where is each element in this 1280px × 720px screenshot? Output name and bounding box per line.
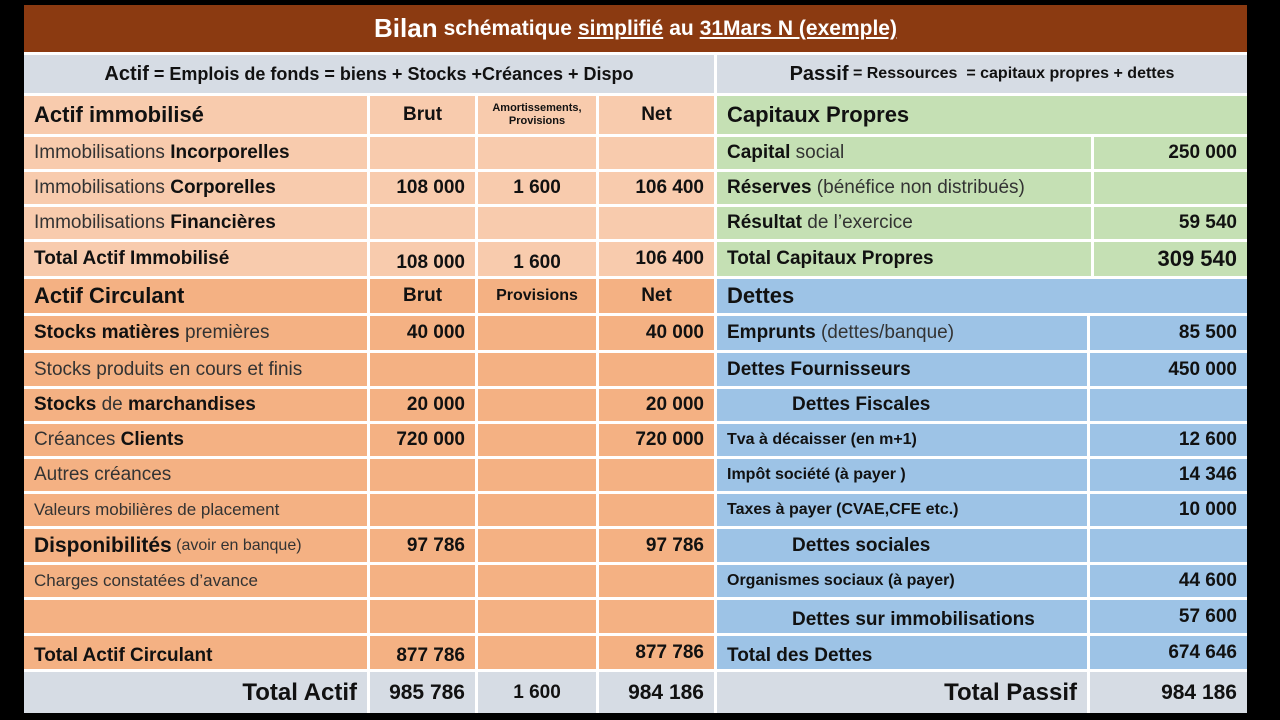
stocks-produits-net bbox=[599, 353, 714, 386]
passif-header-rest: = Ressources = capitaux propres + dettes bbox=[848, 65, 1175, 82]
row-dettes-sociales-label: Dettes sociales bbox=[717, 529, 1087, 562]
label-bold: Incorporelles bbox=[170, 142, 290, 163]
row-resultat-label bbox=[717, 207, 1091, 239]
stocks-produits-prov bbox=[478, 353, 596, 386]
impot-value: 14 346 bbox=[1090, 459, 1247, 491]
row-vmp-label bbox=[24, 494, 367, 526]
total-immobilise-net: 106 400 bbox=[599, 242, 714, 276]
circulant-col-provisions: Provisions bbox=[478, 279, 596, 313]
label-light: Immobilisations bbox=[34, 142, 171, 163]
title-simplifie: simplifié bbox=[577, 16, 664, 40]
row-financieres-label bbox=[24, 207, 367, 239]
circulant-col-brut: Brut bbox=[370, 279, 475, 313]
total-immobilise-brut: 108 000 bbox=[370, 242, 475, 276]
row-stocks-marchandises-label bbox=[24, 389, 367, 421]
label-bold1: Stocks bbox=[34, 394, 97, 415]
total-capitaux-propres-label: Total Capitaux Propres bbox=[717, 242, 1091, 276]
row-tva-label: Tva à décaisser (en m+1) bbox=[717, 424, 1087, 456]
total-circulant-net: 877 786 bbox=[599, 636, 714, 669]
label-bold: Stocks matières bbox=[34, 322, 180, 343]
label-bold: Financières bbox=[170, 212, 276, 233]
cca-prov bbox=[478, 565, 596, 597]
empty-row-prov bbox=[478, 600, 596, 633]
col-amort-line2: Provisions bbox=[508, 115, 566, 127]
autres-prov bbox=[478, 459, 596, 491]
row-stocks-produits-label bbox=[24, 353, 367, 386]
cca-net bbox=[599, 565, 714, 597]
organismes-value: 44 600 bbox=[1090, 565, 1247, 597]
financieres-brut bbox=[370, 207, 475, 239]
label-light: Stocks produits en cours et finis bbox=[34, 358, 303, 380]
corporelles-brut: 108 000 bbox=[370, 172, 475, 204]
label-light: Immobilisations bbox=[34, 177, 171, 198]
emprunts-value: 85 500 bbox=[1090, 316, 1247, 350]
label-light: Immobilisations bbox=[34, 212, 171, 233]
vmp-net bbox=[599, 494, 714, 526]
row-impot-label: Impôt société (à payer ) bbox=[717, 459, 1087, 491]
label-bold2: marchandises bbox=[128, 394, 256, 415]
title-schematique: schématique bbox=[443, 16, 572, 40]
row-reserves-label bbox=[717, 172, 1091, 204]
capital-value: 250 000 bbox=[1094, 137, 1247, 169]
stocks-mp-net: 40 000 bbox=[599, 316, 714, 350]
autres-brut bbox=[370, 459, 475, 491]
incorporelles-brut bbox=[370, 137, 475, 169]
creances-net: 720 000 bbox=[599, 424, 714, 456]
row-taxes-label: Taxes à payer (CVAE,CFE etc.) bbox=[717, 494, 1087, 526]
empty-row-label bbox=[24, 600, 367, 633]
label-bold: Capital bbox=[727, 142, 791, 163]
title-date: 31Mars N (exemple) bbox=[699, 16, 897, 40]
label-bold: Réserves bbox=[727, 177, 812, 198]
stocks-march-brut: 20 000 bbox=[370, 389, 475, 421]
tva-value: 12 600 bbox=[1090, 424, 1247, 456]
row-disponibilites-label bbox=[24, 529, 367, 562]
col-net: Net bbox=[599, 96, 714, 134]
total-circulant-brut: 877 786 bbox=[370, 636, 475, 669]
row-stocks-mp-label bbox=[24, 316, 367, 350]
resultat-value: 59 540 bbox=[1094, 207, 1247, 239]
incorporelles-amort bbox=[478, 137, 596, 169]
vmp-prov bbox=[478, 494, 596, 526]
title-au: au bbox=[669, 16, 694, 40]
total-capitaux-propres-value: 309 540 bbox=[1094, 242, 1247, 276]
stocks-march-prov bbox=[478, 389, 596, 421]
col-brut: Brut bbox=[370, 96, 475, 134]
vmp-brut bbox=[370, 494, 475, 526]
stocks-march-net: 20 000 bbox=[599, 389, 714, 421]
passif-header bbox=[717, 55, 1247, 93]
creances-prov bbox=[478, 424, 596, 456]
row-creances-label bbox=[24, 424, 367, 456]
row-organismes-label bbox=[717, 565, 1087, 597]
label-light: (avoir en banque) bbox=[171, 536, 302, 554]
row-cca-label bbox=[24, 565, 367, 597]
label-light: (dettes/banque) bbox=[815, 322, 955, 343]
label-light: Valeurs mobilières de placement bbox=[34, 500, 280, 519]
row-dettes-immos-label: Dettes sur immobilisations bbox=[717, 600, 1087, 633]
autres-net bbox=[599, 459, 714, 491]
actif-immobilise-heading: Actif immobilisé bbox=[24, 96, 367, 134]
actif-header-rest: = Emplois de fonds = biens + Stocks +Créances + Dispo bbox=[148, 63, 634, 84]
total-passif-value: 984 186 bbox=[1090, 672, 1247, 713]
row-incorporelles-label bbox=[24, 137, 367, 169]
dettes-immos-value: 57 600 bbox=[1090, 600, 1247, 633]
fournisseurs-value: 450 000 bbox=[1090, 353, 1247, 386]
incorporelles-net bbox=[599, 137, 714, 169]
stocks-mp-brut: 40 000 bbox=[370, 316, 475, 350]
col-amortissements bbox=[478, 96, 596, 134]
dispo-prov bbox=[478, 529, 596, 562]
corporelles-net: 106 400 bbox=[599, 172, 714, 204]
title-word: Bilan bbox=[374, 13, 438, 43]
circulant-col-net: Net bbox=[599, 279, 714, 313]
total-dettes-label: Total des Dettes bbox=[717, 636, 1087, 669]
total-actif-circulant-label: Total Actif Circulant bbox=[24, 636, 367, 669]
stocks-mp-prov bbox=[478, 316, 596, 350]
label-light: (bénéfice non distribués) bbox=[811, 177, 1025, 198]
cca-brut bbox=[370, 565, 475, 597]
label-bold: Clients bbox=[120, 429, 184, 450]
label-light: premières bbox=[179, 322, 270, 343]
label-light: Charges constatées d’avance bbox=[34, 571, 258, 590]
label-bold: Organismes sociaux bbox=[727, 572, 884, 589]
stocks-produits-brut bbox=[370, 353, 475, 386]
taxes-value: 10 000 bbox=[1090, 494, 1247, 526]
label-bold: Emprunts bbox=[727, 322, 816, 343]
dispo-brut: 97 786 bbox=[370, 529, 475, 562]
creances-brut: 720 000 bbox=[370, 424, 475, 456]
dettes-heading: Dettes bbox=[717, 279, 1247, 313]
total-actif-immobilise-label: Total Actif Immobilisé bbox=[24, 242, 367, 276]
row-autres-creances-label bbox=[24, 459, 367, 491]
total-circulant-prov bbox=[478, 636, 596, 669]
label-light: Autres créances bbox=[34, 464, 172, 485]
row-corporelles-label bbox=[24, 172, 367, 204]
row-dettes-fiscales-label: Dettes Fiscales bbox=[717, 389, 1087, 421]
label-light: social bbox=[790, 142, 845, 163]
row-capital-label bbox=[717, 137, 1091, 169]
actif-header-word: Actif bbox=[104, 62, 149, 85]
col-amort-line1: Amortissements, bbox=[492, 102, 582, 114]
total-dettes-value: 674 646 bbox=[1090, 636, 1247, 669]
dettes-sociales-value bbox=[1090, 529, 1247, 562]
empty-row-brut bbox=[370, 600, 475, 633]
total-actif-label: Total Actif bbox=[24, 672, 367, 713]
financieres-net bbox=[599, 207, 714, 239]
actif-circulant-heading: Actif Circulant bbox=[24, 279, 367, 313]
total-actif-prov: 1 600 bbox=[478, 672, 596, 713]
label-light: Créances bbox=[34, 429, 121, 450]
balance-sheet bbox=[24, 5, 1247, 713]
row-fournisseurs-label: Dettes Fournisseurs bbox=[717, 353, 1087, 386]
label-bold: Résultat bbox=[727, 212, 802, 233]
reserves-value bbox=[1094, 172, 1247, 204]
total-actif-brut: 985 786 bbox=[370, 672, 475, 713]
label-light: de l’exercice bbox=[801, 212, 913, 233]
corporelles-amort: 1 600 bbox=[478, 172, 596, 204]
title-bar bbox=[24, 5, 1247, 52]
label-light: de bbox=[96, 394, 129, 415]
label-light: (à payer) bbox=[883, 572, 955, 589]
actif-header bbox=[24, 55, 714, 93]
passif-header-word: Passif bbox=[789, 62, 849, 85]
total-passif-label: Total Passif bbox=[717, 672, 1087, 713]
financieres-amort bbox=[478, 207, 596, 239]
total-immobilise-amort: 1 600 bbox=[478, 242, 596, 276]
label-bold: Corporelles bbox=[170, 177, 276, 198]
dispo-net: 97 786 bbox=[599, 529, 714, 562]
row-emprunts-label bbox=[717, 316, 1087, 350]
label-bold: Disponibilités bbox=[34, 533, 172, 557]
dettes-fiscales-value bbox=[1090, 389, 1247, 421]
empty-row-net bbox=[599, 600, 714, 633]
total-actif-net: 984 186 bbox=[599, 672, 714, 713]
capitaux-propres-heading: Capitaux Propres bbox=[717, 96, 1247, 134]
